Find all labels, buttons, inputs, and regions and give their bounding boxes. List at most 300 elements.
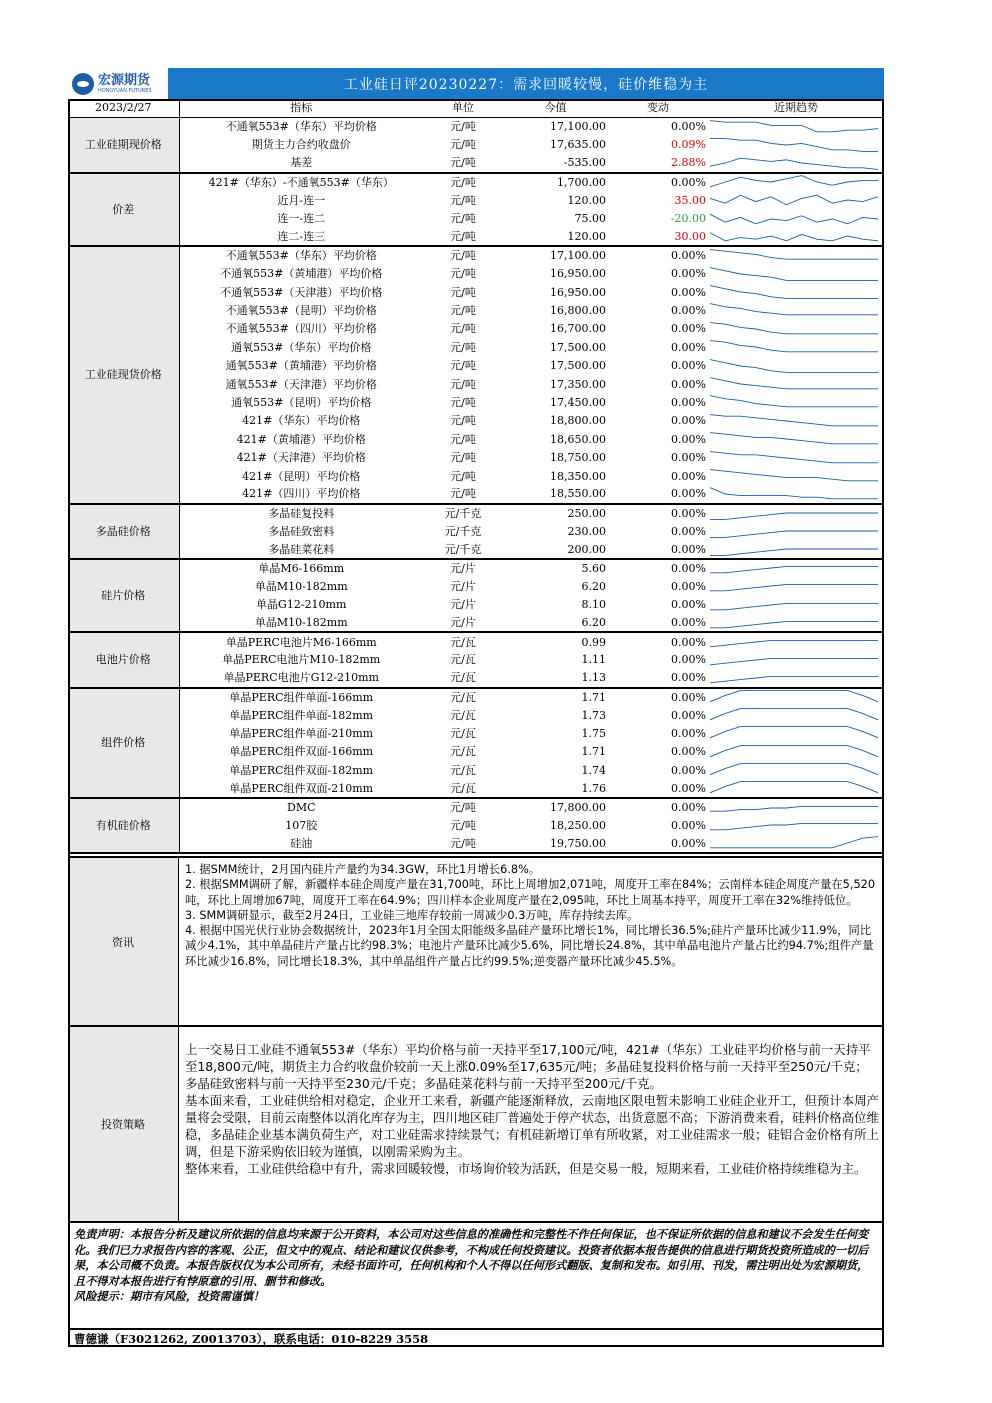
change-cell: 0.00% xyxy=(671,506,706,520)
category-label: 工业硅期现价格 xyxy=(68,117,179,172)
header-date: 2023/2/27 xyxy=(68,99,179,117)
sparkline xyxy=(708,632,884,650)
table-row xyxy=(68,522,884,540)
table-row xyxy=(68,191,884,209)
sparkline xyxy=(708,706,884,724)
change-cell: -20.00 xyxy=(670,212,706,226)
change-cell: 0.00% xyxy=(671,653,706,667)
change-cell: 30.00 xyxy=(608,228,708,246)
table-row xyxy=(68,228,884,246)
value-cell: 17,800.00 xyxy=(550,801,606,815)
value-cell: 1.71 xyxy=(581,690,606,704)
strategy-section xyxy=(68,1027,884,1223)
indicator-name: 通氧553#（天津港）平均价格 xyxy=(225,377,377,391)
sparkline-trend xyxy=(710,824,878,830)
risk-notice: 风险提示：期市有风险，投资需谨慎！ xyxy=(74,1289,265,1303)
table-row xyxy=(68,393,884,411)
sparkline-trend xyxy=(710,487,878,498)
value-cell: 19,750.00 xyxy=(503,835,608,853)
sparkline xyxy=(708,816,884,834)
category-label: 价差 xyxy=(68,173,179,247)
sparkline-trend xyxy=(710,567,878,573)
change-cell: 0.00% xyxy=(671,451,706,465)
table-row xyxy=(68,448,884,466)
change-cell: 0.00% xyxy=(671,561,706,575)
sparkline xyxy=(708,540,884,558)
change-cell: 0.00% xyxy=(671,763,706,777)
value-cell: 0.99 xyxy=(581,635,606,649)
sparkline-trend xyxy=(710,195,878,205)
value-cell: 1.76 xyxy=(503,779,608,797)
sparkline-trend xyxy=(710,378,878,389)
sparkline xyxy=(708,246,884,264)
unit-cell: 元/吨 xyxy=(450,377,476,391)
table-row xyxy=(68,669,884,687)
indicator-name: 多晶硅菜花料 xyxy=(179,540,423,558)
report-header xyxy=(68,68,884,99)
table-row xyxy=(68,338,884,356)
unit-cell: 元/瓦 xyxy=(450,763,476,777)
sparkline xyxy=(708,559,884,577)
sparkline-trend xyxy=(710,214,878,224)
news-item: 4. 根据中国光伏行业协会数据统计，2023年1月全国太阳能级多晶硅产量环比增长1%，同比增长36.5%;硅片产量环比减少11.9%，同比减少4.1%，其中单晶硅片产量占比约98.3%；电池片产量环比减少5.6%，同比增长24.8%，其中单晶电池片产量占比约94.7%;组件产量环比减少16.8%，同比增长18.3%，其中单晶组件产量占比约99.5%;逆变器产量环比减少45.5%。 xyxy=(185,924,874,968)
indicator-name: 不通氧553#（华东）平均价格 xyxy=(225,120,377,134)
indicator-name: 通氧553#（昆明）平均价格 xyxy=(231,395,372,409)
sparkline-trend xyxy=(710,603,878,609)
unit-cell: 元/吨 xyxy=(450,175,476,189)
table-row xyxy=(68,301,884,319)
sparkline-trend xyxy=(710,433,878,444)
unit-cell: 元/吨 xyxy=(450,138,476,152)
unit-cell: 元/瓦 xyxy=(423,669,503,687)
indicator-name: 连二-连三 xyxy=(179,228,423,246)
indicator-name: 421#（天津港）平均价格 xyxy=(236,451,366,465)
sparkline xyxy=(708,338,884,356)
strategy-paragraph: 基本面来看，工业硅供给相对稳定，企业开工来看，新疆产能逐渐释放，云南地区限电暂未影响工业硅企业开工，但预计本周产量将会受限，目前云南整体以消化库存为主，四川地区硅厂普遍处于停产状态，出货意愿不高；下游消费来看，硅料价格高位维稳，多晶硅企业基本满负荷生产，对工业硅需求持续景气；有机硅新增订单有所收紧，对工业硅需求一般；硅铝合金价格有所上调，但是下游采购依旧较为谨慎，以刚需采购为主。 xyxy=(185,1093,879,1159)
news-item: 1. 据SMM统计，2月国内硅片产量约为34.3GW，环比1月增长6.8%。 xyxy=(185,863,541,876)
sparkline xyxy=(708,375,884,393)
table-row xyxy=(68,154,884,172)
unit-cell: 元/吨 xyxy=(450,303,476,317)
value-cell: 17,100.00 xyxy=(550,120,606,134)
unit-cell: 元/吨 xyxy=(423,835,503,853)
table-row xyxy=(68,540,884,558)
sparkline xyxy=(708,577,884,595)
sparkline xyxy=(708,448,884,466)
analyst-contact: 曹德谦（F3021262, Z0013703），联系电话：010-8229 3558 xyxy=(68,1328,884,1347)
report-title: 工业硅日评20230227：需求回暖较慢，硅价维稳为主 xyxy=(168,68,884,99)
unit-cell: 元/吨 xyxy=(450,212,476,226)
unit-cell: 元/瓦 xyxy=(450,708,476,722)
sparkline xyxy=(708,743,884,761)
sparkline-trend xyxy=(710,470,878,481)
header-unit: 单位 xyxy=(423,99,503,117)
value-cell: -535.00 xyxy=(503,154,608,172)
sparkline xyxy=(708,724,884,742)
unit-cell: 元/千克 xyxy=(444,506,482,520)
sparkline-trend xyxy=(710,691,878,702)
sparkline-trend xyxy=(710,267,878,280)
category-label: 组件价格 xyxy=(68,688,179,798)
table-body xyxy=(68,117,884,853)
sparkline-trend xyxy=(710,176,878,187)
table-row xyxy=(68,504,884,522)
value-cell: 1.11 xyxy=(581,653,606,667)
table-row xyxy=(68,467,884,485)
change-cell: 0.00% xyxy=(671,395,706,409)
change-cell: 0.00% xyxy=(671,726,706,740)
unit-cell: 元/吨 xyxy=(423,228,503,246)
disclaimer-text: 免责声明：本报告分析及建议所依据的信息均来源于公开资料，本公司对这些信息的准确性和完整性不作任何保证，也不保证所依据的信息和建议不会发生任何变化。我们已力求报告内容的客观、公正，但文中的观点、结论和建议仅供参考，不构成任何投资建议。投资者依据本报告提供的信息进行期货投资所造成的一切后果，本公司概不负责。本报告版权仅为本公司所有，未经书面许可，任何机构和个人不得以任何形式翻版、复制和发布。如引用、刊发，需注明出处为宏源期货，且不得对本报告进行有悖原意的引用、删节和修改。 xyxy=(74,1227,869,1288)
change-cell: 0.00% xyxy=(608,614,708,632)
unit-cell: 元/吨 xyxy=(450,249,476,263)
indicator-name: 421#（昆明）平均价格 xyxy=(242,469,361,483)
value-cell: 6.20 xyxy=(503,614,608,632)
change-cell: 35.00 xyxy=(674,193,706,207)
value-cell: 1.13 xyxy=(503,669,608,687)
table-row xyxy=(68,356,884,374)
sparkline-trend xyxy=(710,322,878,333)
table-row xyxy=(68,559,884,577)
table-row xyxy=(68,835,884,853)
indicator-name: 不通氧553#（四川）平均价格 xyxy=(225,322,377,336)
sparkline xyxy=(708,117,884,135)
sparkline xyxy=(708,136,884,154)
table-row xyxy=(68,320,884,338)
unit-cell: 元/片 xyxy=(423,614,503,632)
sparkline-trend xyxy=(710,451,878,462)
category-label: 电池片价格 xyxy=(68,632,179,687)
indicator-name: 单晶PERC组件单面-166mm xyxy=(229,690,374,704)
table-row xyxy=(68,743,884,761)
sparkline-trend xyxy=(710,727,878,738)
value-cell: 16,800.00 xyxy=(550,303,606,317)
change-cell: 2.88% xyxy=(608,154,708,172)
change-cell: 0.00% xyxy=(671,469,706,483)
table-row xyxy=(68,632,884,650)
table-row xyxy=(68,798,884,816)
unit-cell: 元/千克 xyxy=(423,540,503,558)
sparkline-trend xyxy=(710,158,878,169)
sparkline xyxy=(708,651,884,669)
table-row xyxy=(68,265,884,283)
value-cell: 18,650.00 xyxy=(550,432,606,446)
sparkline-trend xyxy=(710,233,878,241)
indicator-name: 连一-连二 xyxy=(277,212,326,226)
header-change: 变动 xyxy=(608,99,708,117)
unit-cell: 元/吨 xyxy=(450,469,476,483)
change-cell: 0.00% xyxy=(671,524,706,538)
table-row xyxy=(68,412,884,430)
change-cell: 0.00% xyxy=(608,540,708,558)
sparkline xyxy=(708,835,884,853)
value-cell: 16,950.00 xyxy=(550,267,606,281)
unit-cell: 元/吨 xyxy=(450,451,476,465)
sparkline xyxy=(708,154,884,172)
sparkline xyxy=(708,209,884,227)
table-row xyxy=(68,651,884,669)
sparkline xyxy=(708,283,884,301)
indicator-name: 单晶PERC组件单面-182mm xyxy=(229,708,374,722)
indicator-name: 107胶 xyxy=(285,818,318,832)
sparkline xyxy=(708,467,884,485)
table-row xyxy=(68,117,884,135)
sparkline-trend xyxy=(710,359,878,372)
indicator-name: 单晶PERC组件双面-166mm xyxy=(229,745,374,759)
sparkline-trend xyxy=(710,304,878,315)
sparkline-trend xyxy=(710,341,878,352)
sparkline-trend xyxy=(710,658,878,664)
table-row xyxy=(68,577,884,595)
sparkline xyxy=(708,522,884,540)
unit-cell: 元/瓦 xyxy=(423,779,503,797)
sparkline-trend xyxy=(710,745,878,756)
sparkline xyxy=(708,430,884,448)
sparkline-trend xyxy=(710,139,878,152)
sparkline-trend xyxy=(710,120,878,131)
price-table xyxy=(68,99,884,854)
table-row xyxy=(68,173,884,191)
sparkline xyxy=(708,191,884,209)
change-cell: 0.00% xyxy=(671,303,706,317)
category-label: 多晶硅价格 xyxy=(68,504,179,559)
sparkline-trend xyxy=(710,249,878,259)
change-cell: 0.00% xyxy=(608,669,708,687)
indicator-name: 不通氧553#（昆明）平均价格 xyxy=(225,303,377,317)
sparkline xyxy=(708,265,884,283)
sparkline xyxy=(708,393,884,411)
indicator-name: 单晶G12-210mm xyxy=(256,598,347,612)
change-cell: 0.00% xyxy=(671,708,706,722)
sparkline xyxy=(708,779,884,797)
unit-cell: 元/瓦 xyxy=(450,745,476,759)
value-cell: 16,950.00 xyxy=(550,285,606,299)
change-cell: 0.00% xyxy=(608,835,708,853)
change-cell: 0.00% xyxy=(671,690,706,704)
strategy-body xyxy=(179,1027,884,1221)
indicator-name: 近月-连一 xyxy=(277,193,326,207)
table-row xyxy=(68,688,884,706)
sparkline-trend xyxy=(710,837,878,848)
table-row xyxy=(68,706,884,724)
indicator-name: 基差 xyxy=(179,154,423,172)
sparkline-trend xyxy=(710,764,878,775)
indicator-name: 多晶硅复投料 xyxy=(268,506,335,520)
value-cell: 17,635.00 xyxy=(550,138,606,152)
header-value: 今值 xyxy=(503,99,608,117)
indicator-name: 多晶硅致密料 xyxy=(268,524,335,538)
change-cell: 0.00% xyxy=(671,598,706,612)
sparkline xyxy=(708,761,884,779)
unit-cell: 元/片 xyxy=(450,579,476,593)
table-row xyxy=(68,779,884,797)
value-cell: 1.71 xyxy=(581,745,606,759)
change-cell: 0.00% xyxy=(671,432,706,446)
unit-cell: 元/吨 xyxy=(450,193,476,207)
news-item: 3. SMM调研显示，截至2月24日，工业硅三地库存较前一周减少0.3万吨，库存持续去库。 xyxy=(185,908,639,922)
change-cell: 0.00% xyxy=(671,322,706,336)
news-body xyxy=(179,858,884,1025)
sparkline xyxy=(708,320,884,338)
value-cell: 18,250.00 xyxy=(550,818,606,832)
indicator-name: 421#（华东）平均价格 xyxy=(242,414,361,428)
unit-cell: 元/吨 xyxy=(450,322,476,336)
indicator-name: 421#（四川）平均价格 xyxy=(179,485,423,503)
sparkline xyxy=(708,614,884,632)
sparkline-trend xyxy=(710,621,878,627)
change-cell: 0.00% xyxy=(671,249,706,263)
strategy-paragraph: 上一交易日工业硅不通氧553#（华东）平均价格与前一天持平至17,100元/吨，421#（华东）工业硅平均价格与前一天持平至18,800元/吨，期货主力合约收盘价较前一天上涨0.09%至17,635元/吨；多晶硅复投料价格与前一天持平至250元/千克；多晶硅致密料与前一天持平至230元/千克；多晶硅菜花料与前一天持平至200元/千克。 xyxy=(185,1042,871,1091)
unit-cell: 元/吨 xyxy=(450,414,476,428)
change-cell: 0.00% xyxy=(671,267,706,281)
change-cell: 0.00% xyxy=(671,175,706,189)
sparkline-trend xyxy=(710,286,878,299)
indicator-name: 通氧553#（黄埔港）平均价格 xyxy=(225,359,377,373)
table-row xyxy=(68,724,884,742)
table-row xyxy=(68,761,884,779)
sparkline-trend xyxy=(710,709,878,720)
change-cell: 0.00% xyxy=(671,340,706,354)
header-indicator: 指标 xyxy=(179,99,423,117)
value-cell: 120.00 xyxy=(567,193,606,207)
category-label: 硅片价格 xyxy=(68,559,179,633)
unit-cell: 元/片 xyxy=(450,598,476,612)
unit-cell: 元/吨 xyxy=(450,359,476,373)
sparkline xyxy=(708,228,884,246)
value-cell: 6.20 xyxy=(581,579,606,593)
value-cell: 18,800.00 xyxy=(550,414,606,428)
company-logo xyxy=(68,68,168,99)
sparkline-trend xyxy=(710,513,878,519)
sparkline-trend xyxy=(710,414,878,425)
indicator-name: 不通氧553#（华东）平均价格 xyxy=(225,249,377,263)
unit-cell: 元/瓦 xyxy=(450,690,476,704)
unit-cell: 元/吨 xyxy=(450,340,476,354)
table-row xyxy=(68,136,884,154)
indicator-name: 421#（黄埔港）平均价格 xyxy=(236,432,366,446)
value-cell: 200.00 xyxy=(503,540,608,558)
sparkline-trend xyxy=(710,531,878,537)
value-cell: 5.60 xyxy=(581,561,606,575)
indicator-name: 单晶M10-182mm xyxy=(254,579,348,593)
strategy-label: 投资策略 xyxy=(68,1027,179,1221)
sparkline xyxy=(708,301,884,319)
table-row xyxy=(68,283,884,301)
value-cell: 1,700.00 xyxy=(557,175,606,189)
indicator-name: 单晶PERC组件双面-182mm xyxy=(229,763,374,777)
sparkline xyxy=(708,596,884,614)
unit-cell: 元/千克 xyxy=(444,524,482,538)
unit-cell: 元/吨 xyxy=(450,395,476,409)
news-item: 2. 根据SMM调研了解，新疆样本硅企周度产量在31,700吨，环比上周增加2,071吨，周度开工率在84%；云南样本硅企周度产量在5,520吨，环比上周增加67吨，周度开工率在64.9%；四川样本企业周度产量在2,095吨，环比上周基本持平，周度开工率在32%维持低位。 xyxy=(185,878,876,907)
value-cell: 18,350.00 xyxy=(550,469,606,483)
table-row xyxy=(68,430,884,448)
sparkline xyxy=(708,356,884,374)
sparkline xyxy=(708,173,884,191)
sparkline xyxy=(708,688,884,706)
indicator-name: 421#（华东）-不通氧553#（华东） xyxy=(208,175,394,189)
sparkline-trend xyxy=(710,806,878,811)
logo-name-en: HONGYUAN FUTURES xyxy=(98,87,152,94)
unit-cell: 元/吨 xyxy=(423,154,503,172)
change-cell: 0.00% xyxy=(671,745,706,759)
news-label: 资讯 xyxy=(68,858,179,1025)
indicator-name: 单晶PERC组件双面-210mm xyxy=(179,779,423,797)
table-row xyxy=(68,485,884,503)
table-row xyxy=(68,816,884,834)
table-row xyxy=(68,375,884,393)
value-cell: 75.00 xyxy=(574,212,606,226)
indicator-name: 单晶M10-182mm xyxy=(179,614,423,632)
value-cell: 1.73 xyxy=(581,708,606,722)
value-cell: 17,500.00 xyxy=(550,340,606,354)
sparkline xyxy=(708,798,884,816)
indicator-name: 单晶PERC电池片M10-182mm xyxy=(222,653,381,667)
indicator-name: 通氧553#（华东）平均价格 xyxy=(231,340,372,354)
indicator-name: 硅油 xyxy=(179,835,423,853)
sparkline-trend xyxy=(710,676,878,682)
value-cell: 17,350.00 xyxy=(550,377,606,391)
value-cell: 17,500.00 xyxy=(550,359,606,373)
unit-cell: 元/吨 xyxy=(450,285,476,299)
indicator-name: 不通氧553#（黄埔港）平均价格 xyxy=(220,267,383,281)
table-row xyxy=(68,596,884,614)
sparkline-trend xyxy=(710,396,878,407)
value-cell: 17,450.00 xyxy=(550,395,606,409)
change-cell: 0.00% xyxy=(671,359,706,373)
sparkline xyxy=(708,485,884,503)
change-cell: 0.00% xyxy=(671,801,706,815)
value-cell: 8.10 xyxy=(581,598,606,612)
unit-cell: 元/吨 xyxy=(450,818,476,832)
change-cell: 0.00% xyxy=(671,285,706,299)
change-cell: 0.00% xyxy=(671,120,706,134)
unit-cell: 元/片 xyxy=(450,561,476,575)
sparkline-trend xyxy=(710,585,878,591)
unit-cell: 元/吨 xyxy=(423,485,503,503)
indicator-name: 不通氧553#（天津港）平均价格 xyxy=(220,285,383,299)
indicator-name: DMC xyxy=(287,801,316,815)
indicator-name: 单晶M6-166mm xyxy=(258,561,345,575)
change-cell: 0.00% xyxy=(608,485,708,503)
unit-cell: 元/吨 xyxy=(450,801,476,815)
change-cell: 0.09% xyxy=(671,138,706,152)
unit-cell: 元/吨 xyxy=(450,432,476,446)
indicator-name: 单晶PERC组件单面-210mm xyxy=(229,726,374,740)
unit-cell: 元/瓦 xyxy=(450,635,476,649)
change-cell: 0.00% xyxy=(608,779,708,797)
news-section xyxy=(68,856,884,1027)
indicator-name: 单晶PERC电池片G12-210mm xyxy=(179,669,423,687)
unit-cell: 元/吨 xyxy=(450,120,476,134)
table-row xyxy=(68,614,884,632)
sparkline xyxy=(708,412,884,430)
value-cell: 18,750.00 xyxy=(550,451,606,465)
unit-cell: 元/吨 xyxy=(450,267,476,281)
value-cell: 250.00 xyxy=(567,506,606,520)
value-cell: 1.74 xyxy=(581,763,606,777)
value-cell: 17,100.00 xyxy=(550,249,606,263)
sparkline-trend xyxy=(710,640,878,646)
logo-name-cn: 宏源期货 xyxy=(98,72,151,88)
change-cell: 0.00% xyxy=(671,635,706,649)
disclaimer xyxy=(70,1225,882,1307)
value-cell: 18,550.00 xyxy=(503,485,608,503)
table-row xyxy=(68,246,884,264)
change-cell: 0.00% xyxy=(671,414,706,428)
category-label: 工业硅现货价格 xyxy=(68,246,179,503)
indicator-name: 单晶PERC电池片M6-166mm xyxy=(225,635,377,649)
